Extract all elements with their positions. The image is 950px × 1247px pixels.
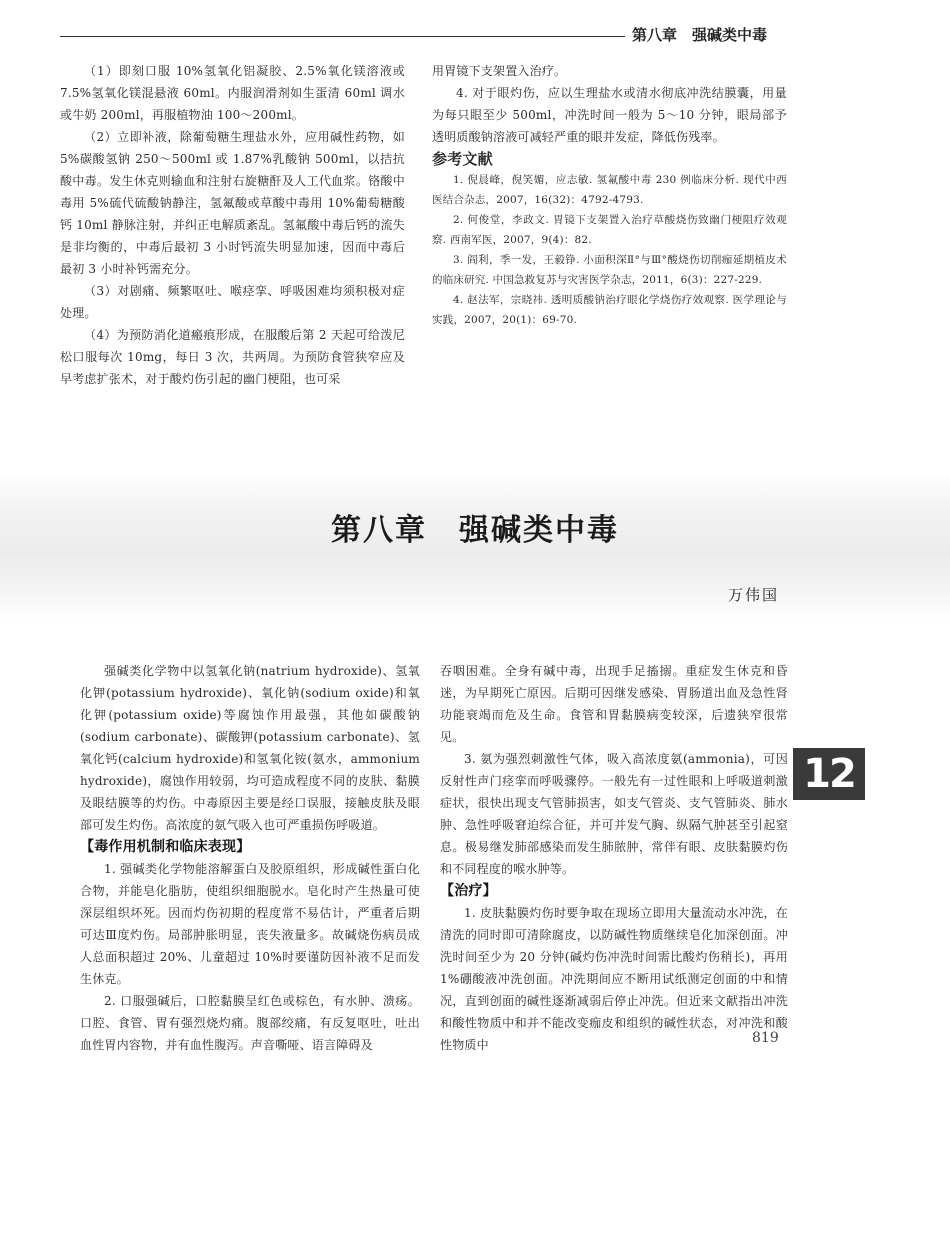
paragraph: 强碱类化学物中以氢氧化钠(natrium hydroxide)、氢氧化钾(potassium hydroxide)、氧化钠(sodium oxide)和氧化钾(potassium oxide)等腐蚀作用最强，其他如碳酸钠(sodium carbonate)、碳酸钾(potassium carbonate)、氢氧化钙(calcium hydroxide)和氢氧化铵(氨水，ammonium hydroxide)，腐蚀作用较弱，均可造成程度不同的皮肤、黏膜及眼结膜等的灼伤。中毒原因主要是经口误服，接触皮肤及眼部可发生灼伤。高浓度的氨气吸入也可严重损伤呼吸道。 [80, 664, 420, 832]
section-heading: 【治疗】 [440, 883, 497, 899]
paragraph: 4. 对于眼灼伤，应以生理盐水或清水彻底冲洗结膜囊，用量为每只眼至少 500ml，冲洗时间一般为 5～10 分钟，眼局部予透明质酸钠溶液可减轻严重的眼并发症，降低伤残率。 [432, 86, 787, 144]
paragraph: 3. 氨为强烈刺激性气体，吸入高浓度氨(ammonia)，可因反射性声门痉挛而呼吸骤停。一般先有一过性眼和上呼吸道刺激症状，很快出现支气管肺损害，如支气管炎、支气管肺炎、肺水肿、急性呼吸窘迫综合征，并可并发气胸、纵隔气肿甚至引起窒息。极易继发肺部感染而发生肺脓肿，常伴有眼、皮肤黏膜灼伤和不同程度的喉水肿等。 [440, 752, 788, 876]
paragraph: 2. 口服强碱后，口腔黏膜呈红色或棕色，有水肿、溃疡。口腔、食管、胃有强烈烧灼痛。腹部绞痛，有反复呕吐，吐出血性胃内容物，并有血性腹泻。声音嘶哑、语言障碍及 [80, 994, 420, 1052]
references-title: 参考文献 [432, 150, 493, 168]
paragraph: 用胃镜下支架置入治疗。 [432, 64, 567, 78]
reference-item: 2. 何俊堂，李政文. 胃镜下支架置入治疗草酸烧伤致幽门梗阻疗效观察. 西南军医，2007，9(4)：82. [432, 214, 787, 246]
paragraph: （1）即刻口服 10%氢氧化铝凝胶、2.5%氧化镁溶液或 7.5%氢氧化镁混悬液 60ml。内服润滑剂如生蛋清 60ml 调水或牛奶 200ml，再服植物油 100～200ml。 [60, 64, 405, 122]
reference-item: 4. 赵法军，宗晓祎. 透明质酸钠治疗眼化学烧伤疗效观察. 医学理论与实践，2007，20(1)：69-70. [432, 294, 787, 326]
paragraph: 1. 强碱类化学物能溶解蛋白及胶原组织，形成碱性蛋白化合物，并能皂化脂肪，使组织细胞脱水。皂化时产生热量可使深层组织坏死。因而灼伤初期的程度常不易估计，严重者后期可达Ⅲ度灼伤。局部肿胀明显，丧失液量多。故碱烧伤病员成人总面积超过 20%、儿童超过 10%时要谨防因补液不足而发生休克。 [80, 862, 420, 986]
chapter-tab-badge: 12 [793, 748, 865, 800]
page-number: 819 [752, 1030, 779, 1046]
section-heading: 【毒作用机制和临床表现】 [80, 839, 251, 855]
header-rule [60, 36, 625, 37]
author-name: 万伟国 [728, 586, 780, 604]
top-left-column [60, 60, 405, 390]
paragraph: 1. 皮肤黏膜灼伤时要争取在现场立即用大量流动水冲洗，在清洗的同时即可清除腐皮，以防碱性物质继续皂化加深创面。冲洗时间至少为 20 分钟(碱灼伤冲洗时间需比酸灼伤稍长)，再用 1%硼酸液冲洗创面。冲洗期间应不断用试纸测定创面的中和情况，直到创面的碱性逐渐减弱后停止冲洗。但近来文献指出冲洗和酸性物质中和并不能改变痂皮和组织的碱性状态，对冲洗和酸性物质中 [440, 906, 788, 1052]
bottom-left-column [80, 660, 420, 1056]
paragraph: （4）为预防消化道瘢痕形成，在服酸后第 2 天起可给泼尼松口服每次 10mg，每日 3 次，共两周。为预防食管狭窄应及早考虑扩张术，对于酸灼伤引起的幽门梗阻，也可采 [60, 328, 405, 386]
top-right-column [432, 60, 787, 330]
bottom-right-column [440, 660, 788, 1056]
running-header: 第八章 强碱类中毒 [632, 26, 768, 44]
paragraph: （3）对剧痛、频繁呕吐、喉痉挛、呼吸困难均须积极对症处理。 [60, 284, 405, 320]
paragraph: （2）立即补液，除葡萄糖生理盐水外，应用碱性药物，如 5%碳酸氢钠 250～500ml 或 1.87%乳酸钠 500ml，以拮抗酸中毒。发生休克则输血和注射右旋糖酐及人工代血浆。铬酸中毒用 5%硫代硫酸钠静注，氢氟酸或草酸中毒用 10%葡萄糖酸钙 10ml 静脉注射，并纠正电解质紊乱。氢氟酸中毒后钙的流失是非均衡的，中毒后最初 3 小时钙流失明显加速，因而中毒后最初 3 小时补钙需充分。 [60, 130, 405, 276]
paragraph: 吞咽困难。全身有碱中毒，出现手足搐搦。重症发生休克和昏迷，为早期死亡原因。后期可因继发感染、胃肠道出血及急性肾功能衰竭而危及生命。食管和胃黏膜病变较深，后遗狭窄很常见。 [440, 664, 788, 744]
reference-item: 3. 阎利，季一发，王毅铮. 小面积深Ⅱ°与Ⅲ°酸烧伤切削痂延期植皮术的临床研究. 中国急救复苏与灾害医学杂志，2011，6(3)：227-229. [432, 254, 787, 286]
reference-item: 1. 倪晨峰，倪笑媚，应志敏. 氢氟酸中毒 230 例临床分析. 现代中西医结合杂志，2007，16(32)：4792-4793. [432, 174, 787, 206]
chapter-title: 第八章 强碱类中毒 [331, 513, 619, 548]
